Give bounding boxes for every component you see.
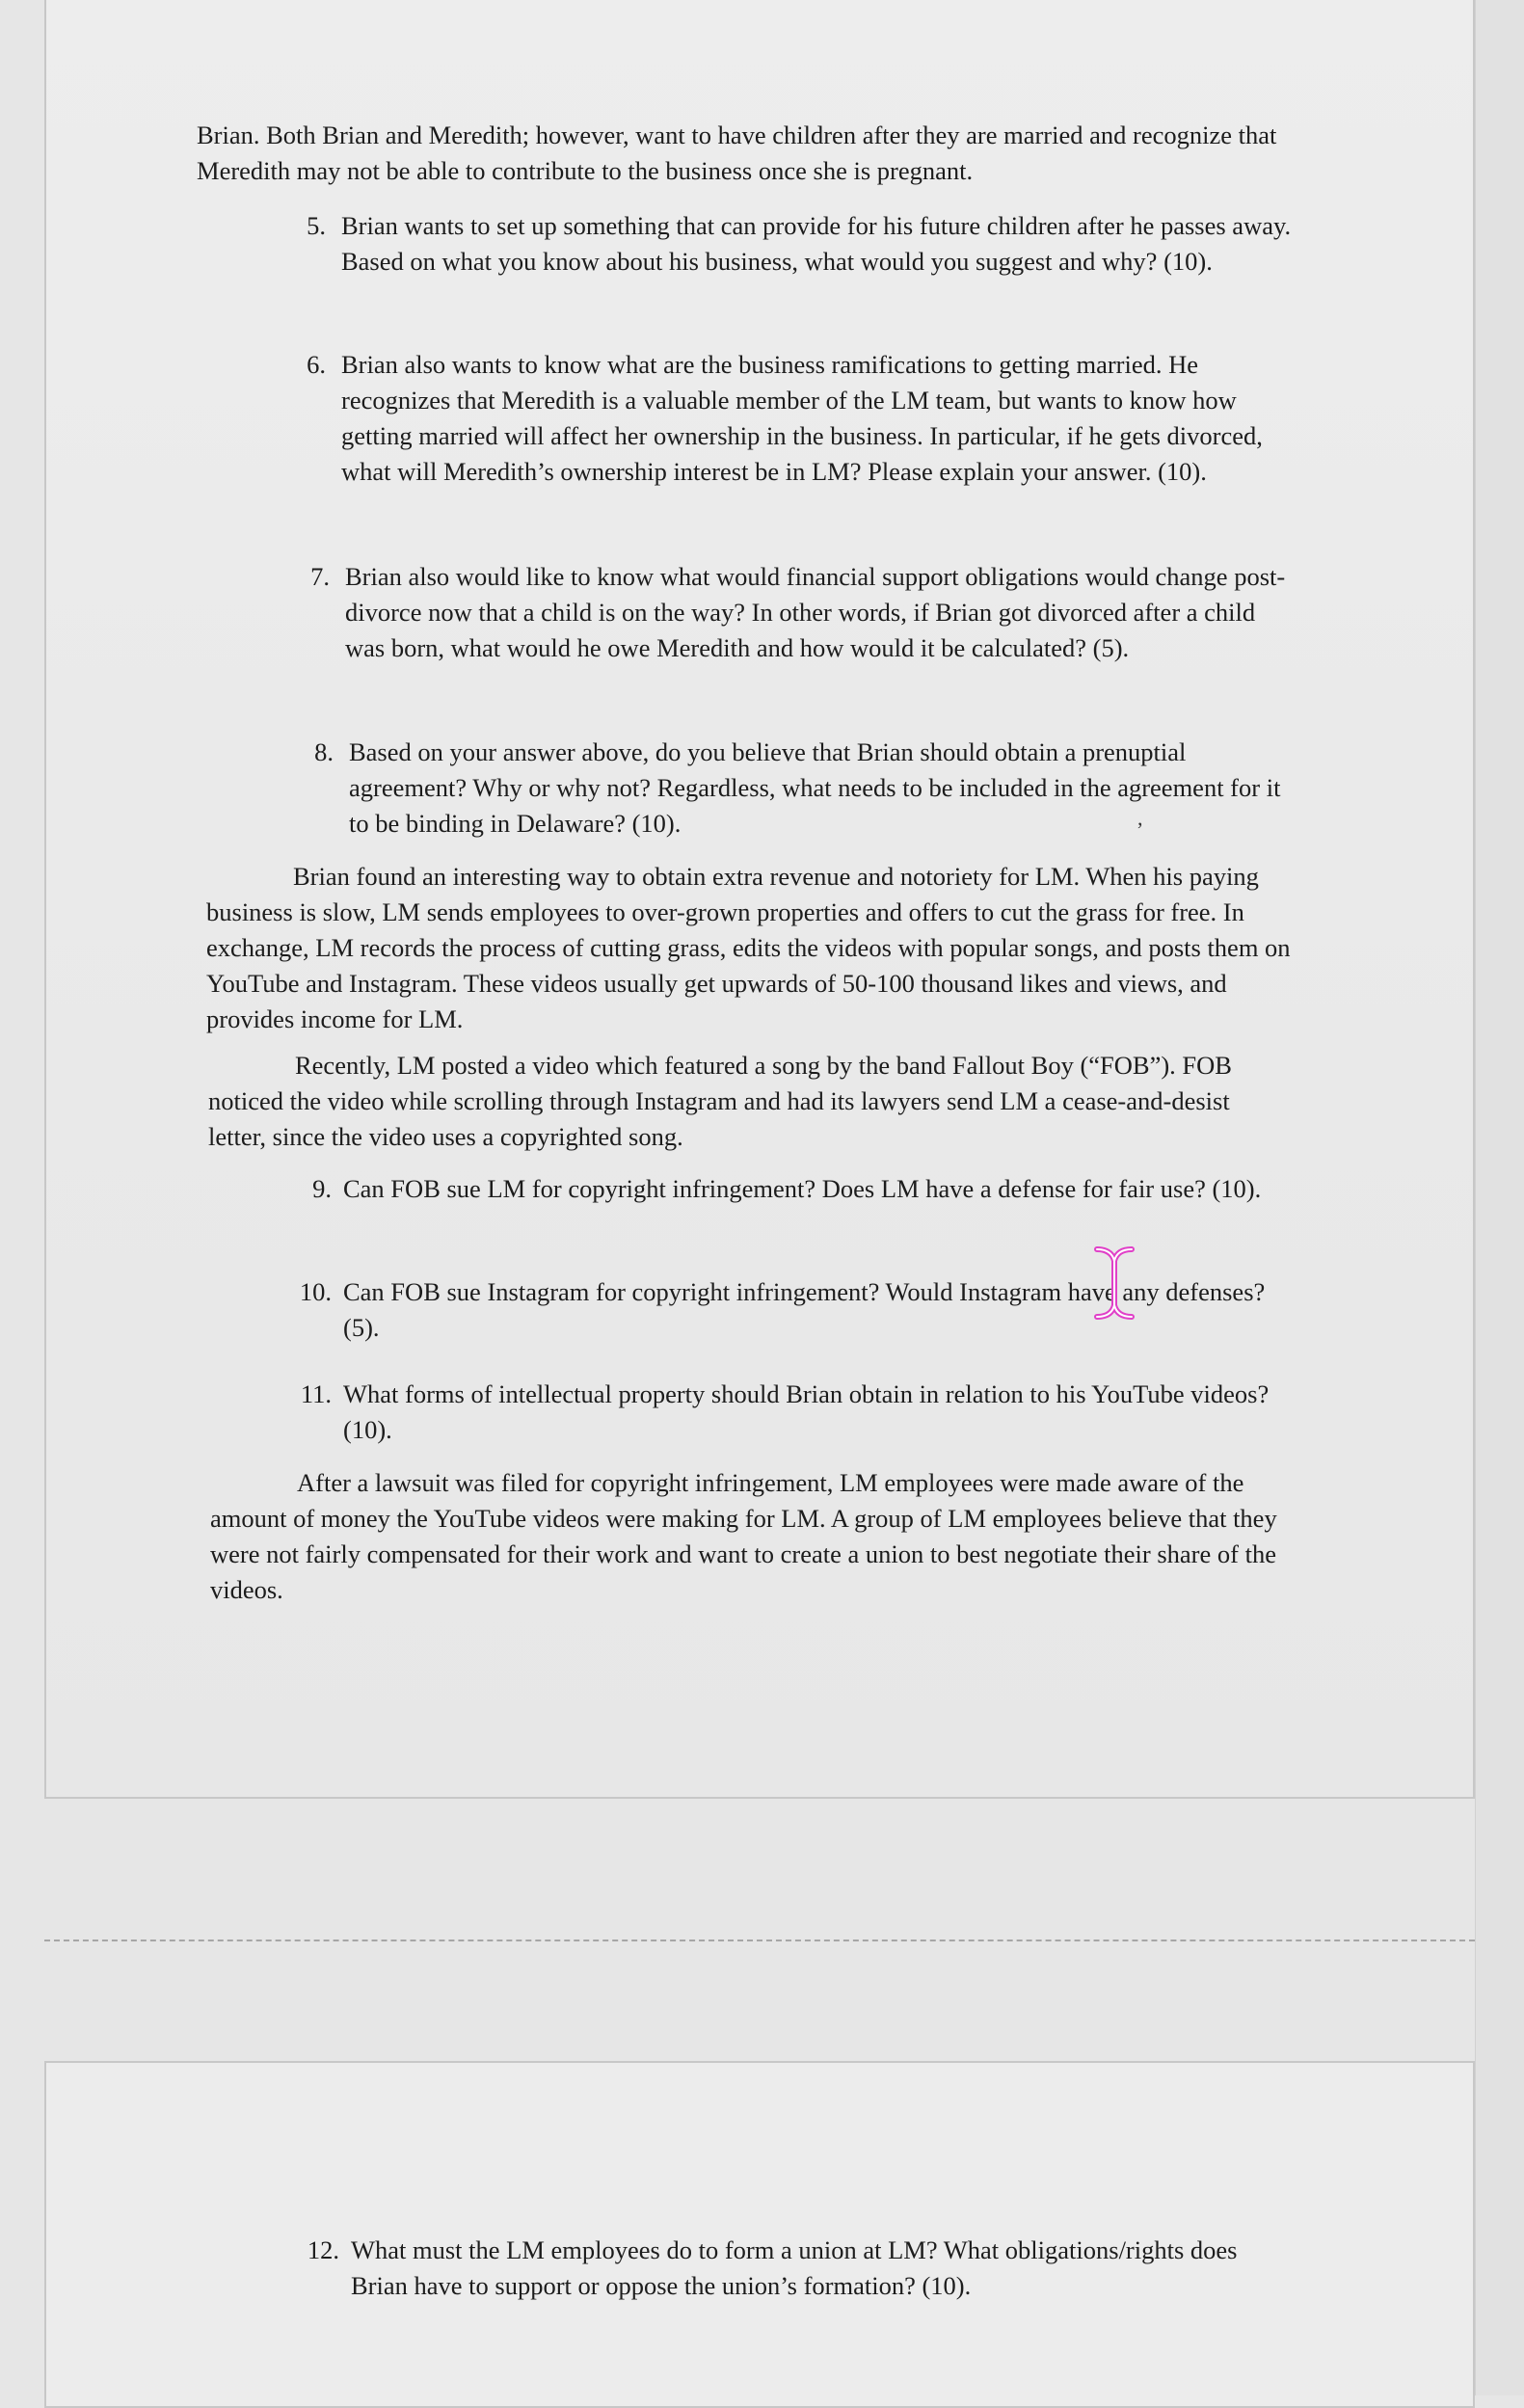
question-text: Brian wants to set up something that can provide for his future children after he passes away. Based on what you know about his business, what would you suggest and why? (10). [341, 211, 1292, 276]
question-text: What must the LM employees do to form a union at LM? What obligations/rights does Brian have to support or oppose the union’s formation? (10). [351, 2235, 1238, 2300]
question-text: Can FOB sue LM for copyright infringement? Does LM have a defense for fair use? (10). [343, 1174, 1262, 1203]
question-text: Can FOB sue Instagram for copyright infringement? Would Instagram have any defenses? (5). [343, 1277, 1266, 1342]
paragraph-union: After a lawsuit was filed for copyright infringement, LM employees were made aware of the amount of money the YouTube videos were making for LM. A group of LM employees believe that they were not fairly compensated for their work and want to create a union to best negotiate their share of the videos. [210, 1468, 1277, 1604]
question-9 [289, 1171, 1301, 1207]
question-number: 9. [312, 1174, 332, 1203]
intro-text: Brian. Both Brian and Meredith; however, want to have children after they are married and recognize that Meredith may not be able to contribute to the business once she is pregnant. [197, 120, 1277, 185]
question-5 [280, 208, 1301, 280]
question-text: Brian also wants to know what are the business ramifications to getting married. He recognizes that Meredith is a valuable member of the LM team, but wants to know how getting married will affect her ownership in the business. In particular, if he gets divorced, what will Meredith’s ownership interest be in LM? Please explain your answer. (10). [341, 350, 1263, 486]
question-number: 12. [307, 2235, 339, 2264]
stray-mark: , [1137, 806, 1143, 830]
question-7 [283, 559, 1296, 666]
question-number: 11. [300, 1379, 332, 1408]
question-number: 7. [310, 562, 330, 591]
question-12 [297, 2233, 1292, 2304]
question-text: What forms of intellectual property should Brian obtain in relation to his YouTube videos? (10). [343, 1379, 1270, 1444]
question-number: 10. [299, 1277, 332, 1306]
question-text: Based on your answer above, do you believe that Brian should obtain a prenuptial agreement? Why or why not? Regardless, what needs to be included in the agreement for it to be binding in Delaware? (10). [349, 737, 1281, 838]
question-number: 8. [314, 737, 334, 766]
question-text: Brian also would like to know what would financial support obligations would change post-divorce now that a child is on the way? In other words, if Brian got divorced after a child was born, what would he owe Meredith and how would it be calculated? (5). [345, 562, 1286, 662]
scrollbar-track[interactable] [1475, 0, 1524, 2395]
question-number: 6. [307, 350, 326, 379]
paragraph-fob: Recently, LM posted a video which featured a song by the band Fallout Boy (“FOB”). FOB noticed the video while scrolling through Instagram and had its lawyers send LM a cease-and-desist letter, since the video uses a copyrighted song. [208, 1051, 1232, 1151]
text-cursor-icon [1091, 1244, 1137, 1323]
question-11 [289, 1377, 1292, 1448]
page-break-divider [44, 1940, 1475, 1941]
question-6 [280, 347, 1303, 490]
question-10 [289, 1274, 1292, 1346]
question-number: 5. [307, 211, 326, 240]
paragraph-revenue: Brian found an interesting way to obtain extra revenue and notoriety for LM. When his paying business is slow, LM sends employees to over-grown properties and offers to cut the grass for free. In exchange, LM records the process of cutting grass, edits the videos with popular songs, and posts them on YouTube and Instagram. These videos usually get upwards of 50-100 thousand likes and views, and provides income for LM. [206, 862, 1291, 1033]
